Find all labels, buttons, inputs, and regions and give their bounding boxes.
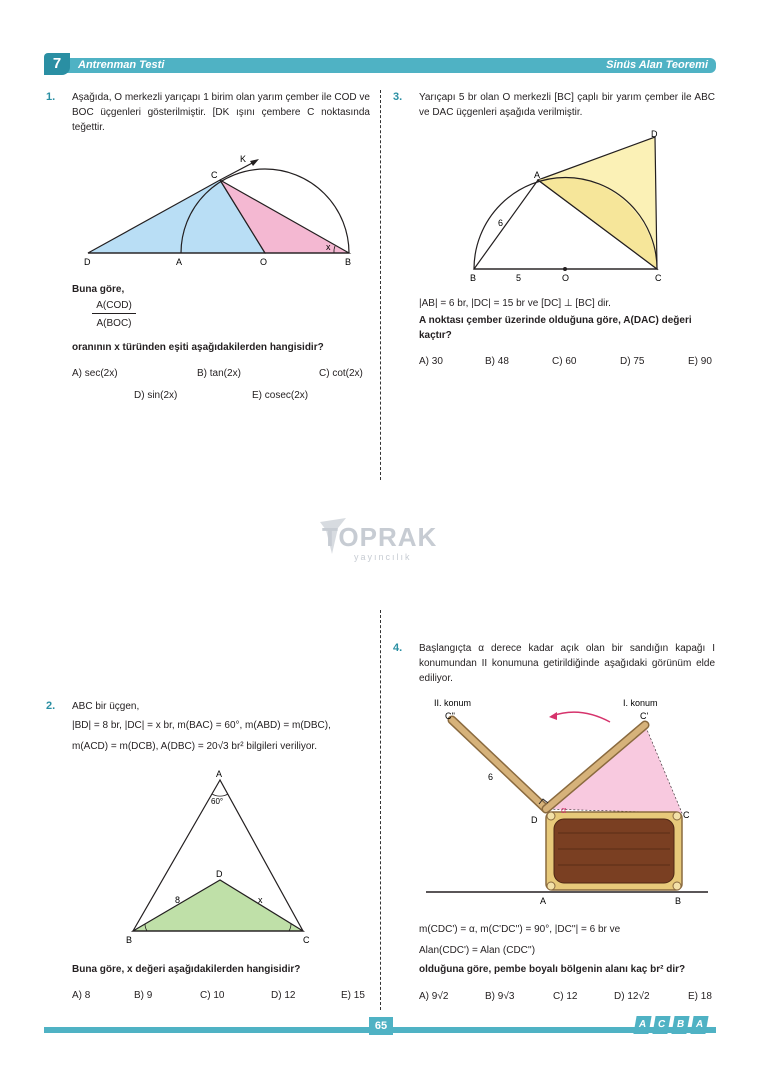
label-six: 6 [488,772,494,782]
page-number: 65 [369,1017,393,1035]
label-position-1: I. konum [623,698,658,708]
center-point [563,267,567,271]
label-d: D [531,815,538,825]
label-b: B [675,896,682,906]
page-header [44,53,716,75]
q3-option-d[interactable]: D) 75 [620,356,645,367]
test-number: 7 [44,53,70,75]
label-ab-6: 6 [498,218,504,228]
angle-a-arc [212,794,228,796]
q2-option-d[interactable]: D) 12 [271,990,296,1001]
label-position-2: II. konum [434,698,472,708]
q4-option-a[interactable]: A) 9√2 [419,991,449,1002]
label-b: B [345,257,352,267]
pink-region [546,725,682,813]
test-title: Antrenman Testi [78,59,165,71]
column-divider-top [380,90,381,480]
q1-option-d[interactable]: D) sin(2x) [134,390,178,401]
question-3-number: 3. [393,91,403,103]
question-4-figure [420,692,716,910]
label-c1: C' [640,711,649,721]
q4-option-c[interactable]: C) 12 [553,991,578,1002]
label-60: 60° [211,797,224,806]
label-c2: C'' [445,711,455,721]
label-alpha: α [561,805,567,815]
label-c: C [683,810,690,820]
label-a: A [176,257,183,267]
chest-wood [554,819,674,883]
question-2-number: 2. [46,700,56,712]
q4-option-d[interactable]: D) 12√2 [614,991,650,1002]
corner-rivet [547,812,555,820]
question-2-line-3: m(ACD) = m(DCB), A(DBC) = 20√3 br² bilgileri veriliyor. [72,741,317,752]
question-4-given-1: m(CDC') = α, m(C'DC'') = 90°, |DC''| = 6 br ve [419,924,621,935]
q3-option-a[interactable]: A) 30 [419,356,443,367]
q1-option-a[interactable]: A) sec(2x) [72,368,118,379]
topic-title: Sinüs Alan Teoremi [606,59,708,71]
question-2-question: Buna göre, x değeri aşağıdakilerden hangisidir? [72,964,301,975]
q4-option-e[interactable]: E) 18 [688,991,712,1002]
question-3-question: A noktası çember üzerinde olduğuna göre, A(DAC) değeri kaçtır? [419,315,692,341]
label-bd-8: 8 [175,895,181,905]
q1-option-e[interactable]: E) cosec(2x) [252,390,309,401]
label-bo-5: 5 [516,273,522,283]
fraction-denominator: A(BOC) [96,318,132,329]
column-divider-bottom [380,610,381,1010]
question-1-figure [80,150,370,270]
q3-option-c[interactable]: C) 60 [552,356,577,367]
q3-option-e[interactable]: E) 90 [688,356,712,367]
label-c: C [655,273,662,283]
question-1-prompt: Buna göre, [72,284,125,295]
label-b: B [470,273,477,283]
answer-key-2: C [652,1016,670,1034]
label-c: C [303,935,310,945]
q4-option-b[interactable]: B) 9√3 [485,991,515,1002]
publisher-watermark: TOPRAK [322,522,438,552]
label-o: O [562,273,570,283]
label-b: B [126,935,133,945]
question-3-figure [465,128,675,288]
question-4-number: 4. [393,642,403,654]
publisher-watermark-sub: yayıncılık [354,552,412,562]
question-4-question: olduğuna göre, pembe boyalı bölgenin alanı kaç br² dir? [419,964,686,975]
question-2-line-2: |BD| = 8 br, |DC| = x br, m(BAC) = 60°, m(ABD) = m(DBC), [72,720,331,731]
question-1-text: Aşağıda, O merkezli yarıçapı 1 birim olan yarım çember ile COD ve BOC üçgenleri gösterilmiştir. [DK ışını çembere C noktasında teğettir. [72,92,370,133]
label-k: K [240,154,247,164]
q2-option-b[interactable]: B) 9 [134,990,153,1001]
label-a: A [216,769,223,779]
question-4-text: Başlangıçta α derece kadar açık olan bir sandığın kapağı I konumundan II konumuna getirildiğinde aşağıdaki görünüm elde ediliyor. [419,643,715,684]
label-a: A [534,170,541,180]
question-1-number: 1. [46,91,56,103]
answer-key-3: B [671,1016,689,1034]
q1-option-b[interactable]: B) tan(2x) [197,368,241,379]
q3-option-b[interactable]: B) 48 [485,356,509,367]
question-4-given-2: Alan(CDC') = Alan (CDC'') [419,945,536,956]
q1-option-c[interactable]: C) cot(2x) [319,368,363,379]
q2-option-a[interactable]: A) 8 [72,990,91,1001]
q2-option-c[interactable]: C) 10 [200,990,225,1001]
rotation-arrow [552,712,610,722]
question-1-question: oranının x türünden eşiti aşağıdakilerden hangisidir? [72,342,324,353]
label-d: D [84,257,91,267]
label-dc-x: x [258,895,263,905]
label-x: x [326,242,331,252]
question-2-line-1: ABC bir üçgen, [72,701,140,712]
answer-key-1: A [633,1016,651,1034]
label-a: A [540,896,547,906]
label-c: C [211,170,218,180]
question-2-figure [118,766,318,950]
fraction-numerator: A(COD) [92,299,136,314]
question-3-given: |AB| = 6 br, |DC| = 15 br ve [DC] ⊥ [BC] dir. [419,298,611,309]
label-d: D [651,129,658,139]
answer-key-4: A [690,1016,708,1034]
rotation-arrow-head-icon [549,712,557,720]
q2-option-e[interactable]: E) 15 [341,990,365,1001]
question-3-text: Yarıçapı 5 br olan O merkezli [BC] çaplı bir yarım çember ile ABC ve DAC üçgenleri aşağıda verilmiştir. [419,92,715,118]
label-d: D [216,869,223,879]
arrow-head-icon [250,159,259,166]
label-o: O [260,257,268,267]
